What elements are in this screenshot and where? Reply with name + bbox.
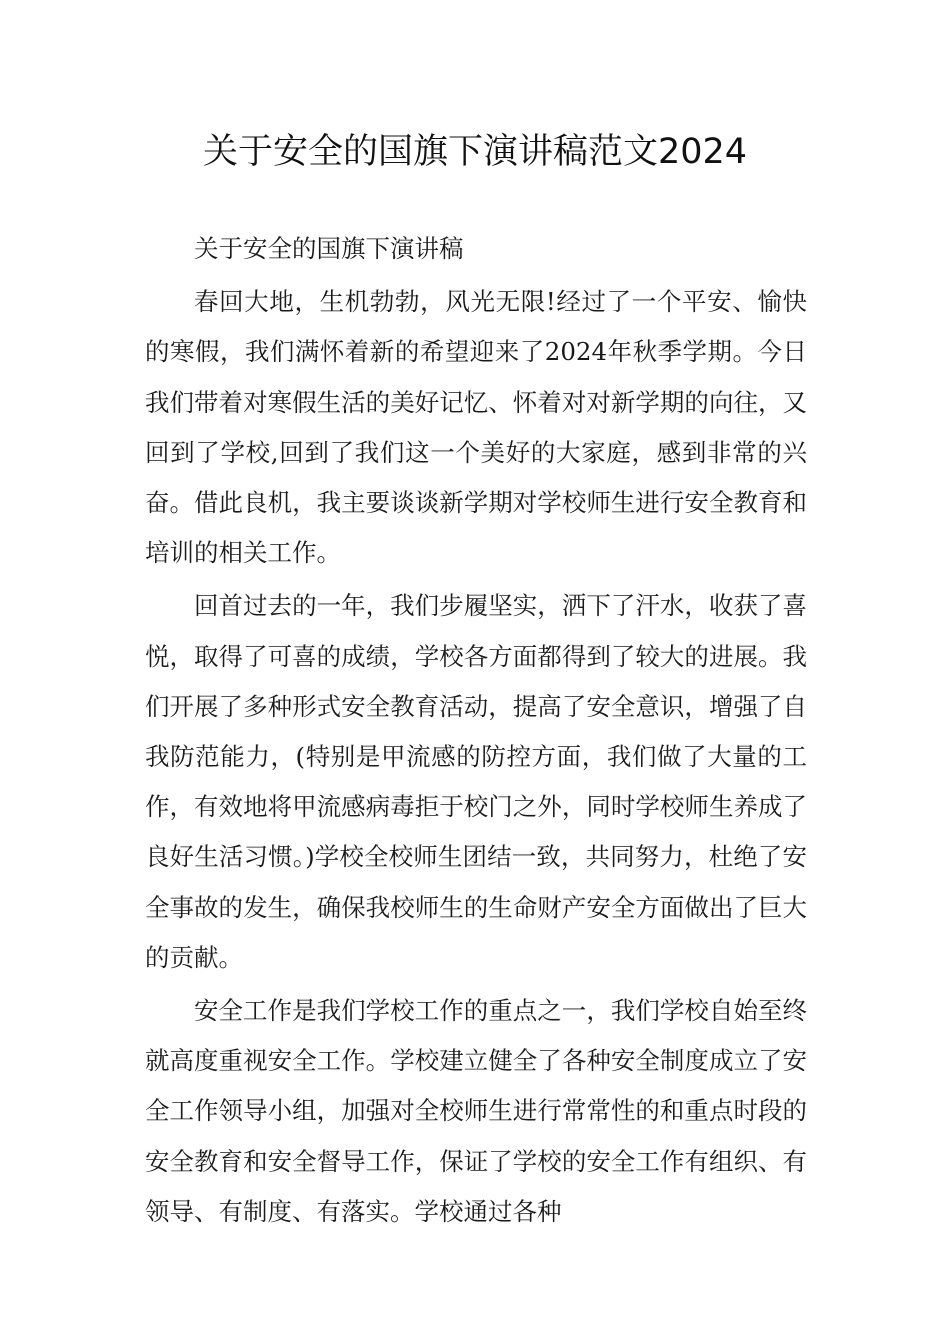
paragraph-subtitle: 关于安全的国旗下演讲稿 <box>194 234 464 263</box>
document-title: 关于安全的国旗下演讲稿范文2024 <box>202 132 748 172</box>
paragraph-2: 回首过去的一年，我们步履坚实，洒下了汗水，收获了喜悦，取得了可喜的成绩，学校各方面都得到了较大的进展。我们开展了多种形式安全教育活动，提高了安全意识，增强了自我防范能力，(特别是甲流感的防控方面，我们做了大量的工作，有效地将甲流感病毒拒于校门之外，同时学校师生养成了良好生活习惯。)学校全校师生团结一致，共同努力，杜绝了安全事故的发生，确保我校师生的生命财产安全方面做出了巨大的贡献。 <box>145 591 807 972</box>
paragraph-3: 安全工作是我们学校工作的重点之一，我们学校自始至终就高度重视安全工作。学校建立健全了各种安全制度成立了安全工作领导小组，加强对全校师生进行常常性的和重点时段的安全教育和安全督导工作，保证了学校的安全工作有组织、有领导、有制度、有落实。学校通过各种 <box>145 996 807 1226</box>
document-body <box>145 224 807 1240</box>
paragraph-1: 春回大地，生机勃勃，风光无限!经过了一个平安、愉快的寒假，我们满怀着新的希望迎来了2024年秋季学期。今日我们带着对寒假生活的美好记忆、怀着对对新学期的向往，又回到了学校,回到了我们这一个美好的大家庭，感到非常的兴奋。借此良机，我主要谈谈新学期对学校师生进行安全教育和培训的相关工作。 <box>145 287 807 568</box>
